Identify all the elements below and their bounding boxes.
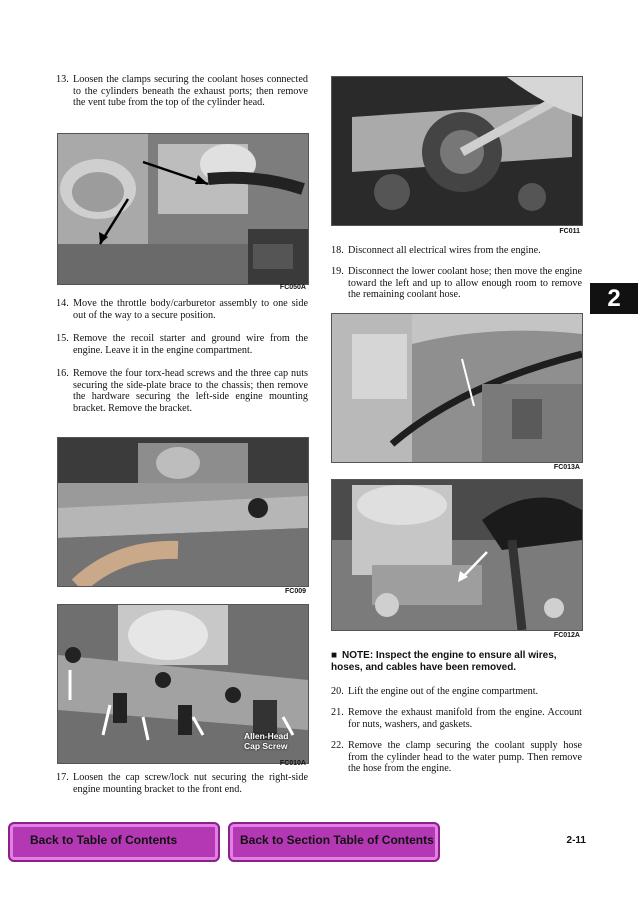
step-20: [331, 686, 582, 698]
page-number: 2-11: [566, 835, 586, 846]
photo-fc050a: [57, 133, 309, 285]
step-22: [331, 740, 582, 775]
step-16: [56, 368, 308, 414]
figure-caption: FC009: [284, 588, 306, 595]
engine-photo: [58, 134, 308, 284]
step-text: Disconnect the lower coolant hose; then move the engine toward the left and up to allow enough room to remove the remaining coolant hose.: [348, 266, 582, 301]
callout-label: Allen-Head Cap Screw: [244, 731, 289, 751]
step-number: 14.: [56, 298, 69, 309]
step-number: 19.: [331, 266, 344, 277]
step-17: [56, 772, 308, 795]
note: [331, 650, 583, 674]
step-number: 17.: [56, 772, 69, 783]
photo-fc010a: [57, 604, 309, 764]
figure-caption: FC050A: [279, 284, 306, 291]
back-to-toc-button[interactable]: [8, 822, 220, 862]
step-number: 16.: [56, 368, 69, 379]
step-number: 13.: [56, 74, 69, 85]
photo-fc012a: [331, 479, 583, 631]
figure-caption: FC013A: [553, 464, 580, 471]
photo-fc011: [331, 76, 583, 226]
step-text: Loosen the cap screw/lock nut securing the right-side engine mounting bracket to the front end.: [73, 772, 308, 795]
figure-caption: FC012A: [553, 632, 580, 639]
step-text: Remove the clamp securing the coolant supply hose from the cylinder head to the water pump. Then remove the hose from the engine.: [348, 740, 582, 775]
note-text: NOTE: Inspect the engine to ensure all wires, hoses, and cables have been removed.: [331, 650, 557, 673]
step-18: [331, 245, 582, 257]
step-number: 22.: [331, 740, 344, 751]
figure-caption: FC011: [559, 228, 580, 235]
step-15: [56, 333, 308, 356]
photo-fc013a: [331, 313, 583, 463]
step-text: Loosen the clamps securing the coolant hoses connected to the cylinders beneath the exhaust ports; then remove the vent tube from the top of the cylinder head.: [73, 74, 308, 109]
step-number: 20.: [331, 686, 344, 697]
step-number: 21.: [331, 707, 344, 718]
figure-caption: FC010A: [279, 760, 306, 767]
back-to-toc-label: Back to Table of Contents: [30, 833, 178, 847]
note-bullet-icon: ■: [331, 650, 338, 661]
step-text: Lift the engine out of the engine compartment.: [348, 686, 539, 697]
step-19: [331, 266, 582, 301]
section-tab: 2: [590, 283, 638, 314]
step-number: 18.: [331, 245, 344, 256]
step-text: Remove the four torx-head screws and the three cap nuts securing the side-plate brace to the chassis; then remove the hardware securing the left-side engine mounting bracket. Remove the bracket.: [73, 368, 308, 414]
back-to-section-toc-label: Back to Section Table of Contents: [240, 833, 434, 847]
step-number: 15.: [56, 333, 69, 344]
step-text: Move the throttle body/carburetor assembly to one side out of the way to a secure position.: [73, 298, 308, 321]
engine-photo: [332, 480, 582, 630]
engine-photo: [332, 314, 582, 462]
step-14: [56, 298, 308, 321]
photo-fc009: [57, 437, 309, 587]
step-text: Remove the recoil starter and ground wire from the engine. Leave it in the engine compartment.: [73, 333, 308, 356]
engine-photo: [58, 438, 308, 586]
step-text: Remove the exhaust manifold from the engine. Account for nuts, washers, and gaskets.: [348, 707, 582, 730]
back-to-section-toc-button[interactable]: [228, 822, 440, 862]
step-21: [331, 707, 582, 730]
step-13: [56, 74, 308, 109]
step-text: Disconnect all electrical wires from the engine.: [348, 245, 541, 256]
engine-photo: [332, 77, 582, 225]
